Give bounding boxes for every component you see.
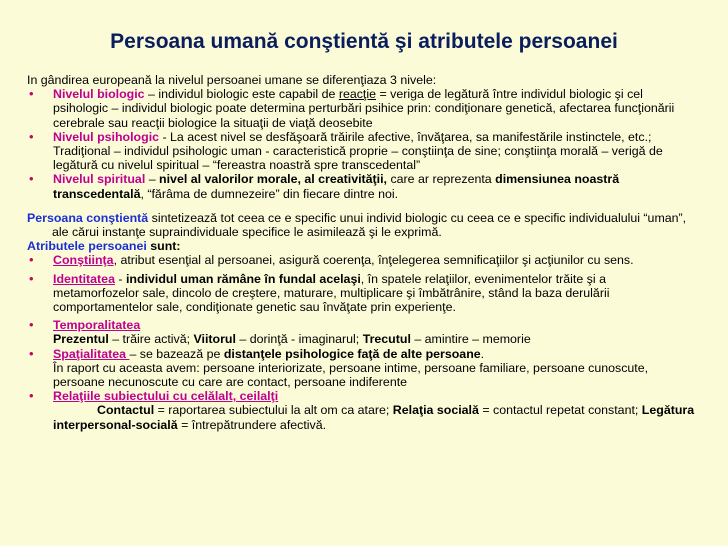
term-persoana: Persoana conştientă: [27, 210, 149, 225]
term-spiritual: Nivelul spiritual: [53, 172, 146, 187]
term-identitatea: Identitatea: [53, 271, 115, 286]
term-biologic: Nivelul biologic: [53, 87, 145, 102]
list-item-biologic: [27, 87, 695, 130]
bullet-icon: •: [29, 86, 34, 102]
persoana-paragraph: [27, 211, 695, 239]
text: distanţele psihologice faţă de alte persoane: [223, 346, 481, 361]
text: Prezentul: [53, 332, 109, 347]
term-reactie: reacţie: [338, 87, 377, 102]
text: – amintire – memorie: [410, 332, 531, 347]
text: – se bazează pe: [129, 346, 224, 361]
term-psihologic: Nivelul psihologic: [53, 129, 160, 144]
text: Viitorul: [193, 332, 236, 347]
text: , “fărâma de dumnezeire” din fiecare dintre noi.: [140, 186, 399, 201]
text: dimensiunea noastră transcedentală: [53, 172, 620, 201]
slide-title: Persoana umană conştientă şi atributele persoanei: [110, 30, 618, 53]
term-spatialitatea: Spaţialitatea: [53, 346, 130, 361]
text: – trăire activă;: [108, 332, 194, 347]
list-item-spiritual: [27, 172, 695, 200]
list-item-temporalitatea: [27, 318, 695, 332]
text: Trecutul: [362, 332, 411, 347]
bullet-icon: •: [29, 128, 34, 144]
temporalitatea-detail: [27, 332, 695, 346]
intro-text: In gândirea europeană la nivelul persoanei umane se diferenţiaza 3 nivele:: [27, 73, 437, 87]
text: –: [145, 172, 160, 187]
text: -: [114, 271, 126, 286]
text: , în spatele relaţiilor, evenimentelor trăite şi a metamorfozelor sale, dincolo de creştere, maturare, multiplicare şi îmbătrânire, stând la baza derulării comportamentelor sale, condiţionate genetic sau învăţate prin experienţe.: [53, 271, 610, 315]
bullet-icon: •: [29, 317, 34, 333]
text: = contactul repetat constant;: [478, 403, 642, 418]
text: – individul biologic este capabil de: [144, 87, 339, 102]
bullet-icon: •: [29, 270, 34, 286]
text: Legătura interpersonal-socială: [53, 403, 695, 432]
term-relatiile: Relaţiile subiectului cu celălalt, ceilalţi: [53, 389, 279, 404]
text: = întrepătrundere afectivă.: [177, 417, 327, 432]
text: individul uman rămâne în fundal acelaşi: [125, 271, 361, 286]
term-constiinta: Conştiinţa: [53, 253, 114, 268]
text: Contactul: [97, 403, 155, 418]
bullet-icon: •: [29, 388, 34, 404]
slide-body: [27, 73, 695, 432]
bullet-icon: •: [29, 345, 34, 361]
list-item-identitatea: [27, 272, 695, 315]
atribute-heading: [27, 239, 695, 253]
relatiile-detail: [27, 403, 695, 431]
text: sunt:: [146, 239, 181, 254]
list-item-constiinta: [27, 253, 695, 267]
list-item-relatiile: [27, 389, 695, 403]
bullet-icon: •: [29, 252, 34, 268]
text: Relaţia socială: [392, 403, 479, 418]
text: – dorinţă - imaginarul;: [235, 332, 363, 347]
text: = veriga de legătură între individul biologic şi cel psihologic – individul biologic poate determina perturbări psihice prin: condiţionare genetică, afectarea funcţionării cerebrale sau reacţii biologice la situaţii de viaţă deosebite: [53, 87, 675, 130]
text: = raportarea subiectului la alt om ca atare;: [154, 403, 393, 418]
text: Atributele persoanei: [27, 239, 147, 254]
spatialitatea-detail: În raport cu aceasta avem: persoane interiorizate, persoane intime, persoane familiare, persoane cunoscute, persoane necunoscute cu care are contact, persoane indiferente: [53, 360, 649, 390]
text: .: [480, 346, 485, 361]
text: , atribut esenţial al persoanei, asigură coerenţa, înţelegerea semnificaţiilor şi acţiunilor cu sens.: [113, 253, 634, 268]
term-temporalitatea: Temporalitatea: [53, 318, 141, 333]
text: - La acest nivel se desfăşoară trăirile afective, învăţarea, sa manifestările instinctele, etc.; Tradiţional – individul psihologic uman - caracteristică proprie – conştiinţa de sine; conştiinţa morală – verigă de legătură cu nivelul spiritual – “fereastra noastră spre transcedental”: [53, 129, 663, 173]
text: nivel al valorilor morale, al creativităţii,: [159, 172, 387, 187]
text: care ar reprezenta: [387, 172, 496, 187]
list-item-spatialitatea: [27, 347, 695, 361]
text: sintetizează tot ceea ce e specific unui individ biologic cu ceea ce e specific individualului “uman”, ale cărui instanţe supraindividuale specifice le asimilează şi le exprimă.: [52, 210, 687, 240]
list-item-psihologic: [27, 130, 695, 173]
bullet-icon: •: [29, 171, 34, 187]
